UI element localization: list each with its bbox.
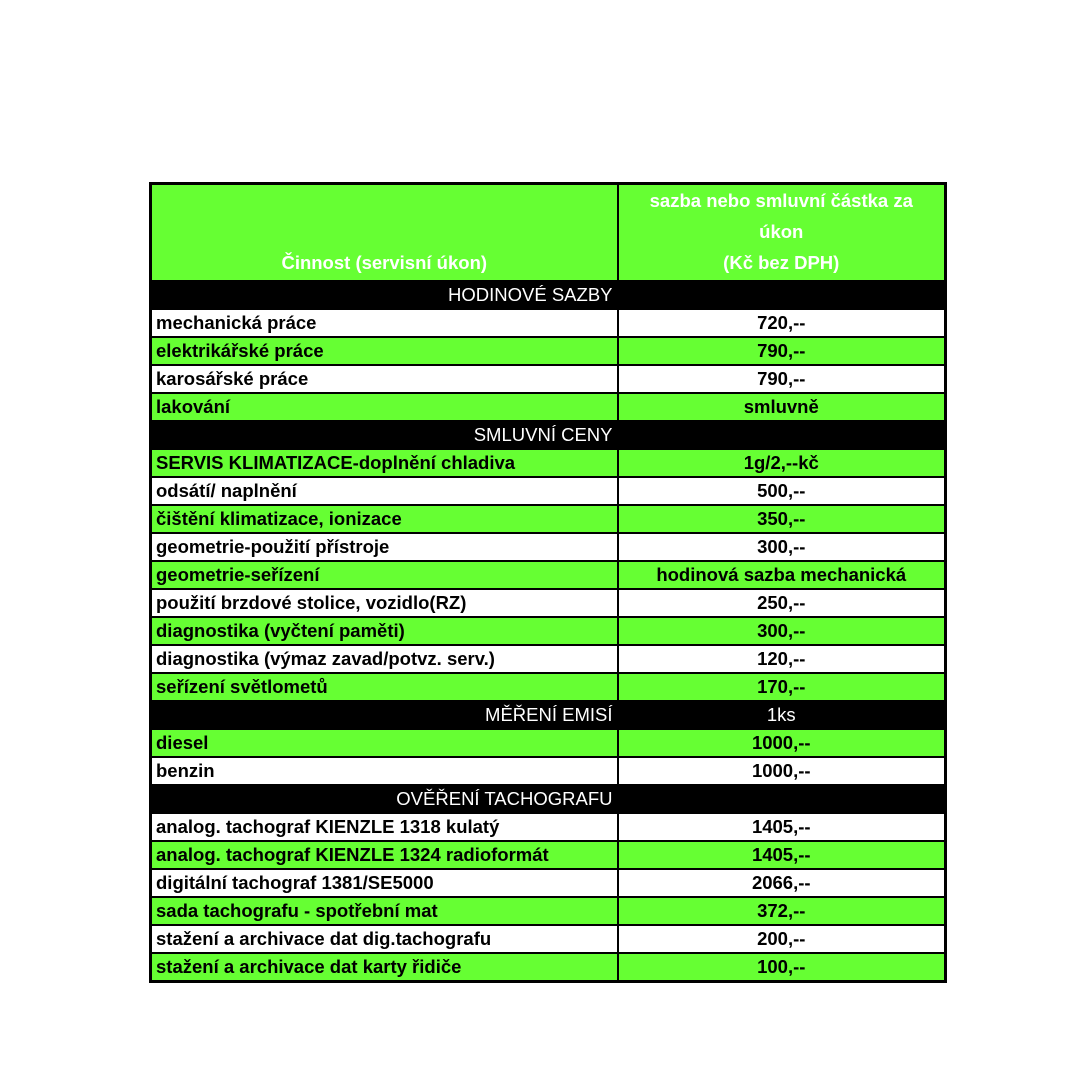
row-activity: SERVIS KLIMATIZACE-doplnění chladiva xyxy=(151,449,618,477)
row-rate: hodinová sazba mechanická xyxy=(618,561,946,589)
row-activity: analog. tachograf KIENZLE 1324 radioformát xyxy=(151,841,618,869)
table-row xyxy=(151,449,946,477)
row-activity: geometrie-seřízení xyxy=(151,561,618,589)
row-rate: 1000,-- xyxy=(618,757,946,785)
row-activity: použití brzdové stolice, vozidlo(RZ) xyxy=(151,589,618,617)
section-title: SMLUVNÍ CENY xyxy=(151,421,618,449)
table-row xyxy=(151,589,946,617)
row-rate: 300,-- xyxy=(618,533,946,561)
row-activity: stažení a archivace dat karty řidiče xyxy=(151,953,618,982)
price-table xyxy=(149,182,947,983)
row-activity: karosářské práce xyxy=(151,365,618,393)
table-row xyxy=(151,869,946,897)
table-row xyxy=(151,925,946,953)
table-header-row xyxy=(151,184,946,282)
row-activity: seřízení světlometů xyxy=(151,673,618,701)
row-activity: diagnostika (vyčtení paměti) xyxy=(151,617,618,645)
header-activity: Činnost (servisní úkon) xyxy=(151,184,618,282)
header-rate xyxy=(618,184,946,282)
section-header-row xyxy=(151,701,946,729)
section-header-row xyxy=(151,281,946,309)
table-row xyxy=(151,617,946,645)
table-row xyxy=(151,673,946,701)
table-row xyxy=(151,337,946,365)
section-value xyxy=(618,785,946,813)
table-row xyxy=(151,561,946,589)
row-rate: smluvně xyxy=(618,393,946,421)
row-activity: odsátí/ naplnění xyxy=(151,477,618,505)
table-row xyxy=(151,393,946,421)
row-activity: geometrie-použití přístroje xyxy=(151,533,618,561)
row-activity: elektrikářské práce xyxy=(151,337,618,365)
table-row xyxy=(151,953,946,982)
section-title: MĚŘENÍ EMISÍ xyxy=(151,701,618,729)
table-row xyxy=(151,309,946,337)
row-rate: 350,-- xyxy=(618,505,946,533)
row-activity: lakování xyxy=(151,393,618,421)
row-rate: 300,-- xyxy=(618,617,946,645)
row-activity: benzin xyxy=(151,757,618,785)
table-row xyxy=(151,897,946,925)
row-activity: mechanická práce xyxy=(151,309,618,337)
row-rate: 1405,-- xyxy=(618,841,946,869)
row-activity: analog. tachograf KIENZLE 1318 kulatý xyxy=(151,813,618,841)
header-rate-line2: úkon xyxy=(759,221,804,242)
row-rate: 170,-- xyxy=(618,673,946,701)
section-value: 1ks xyxy=(618,701,946,729)
section-value xyxy=(618,281,946,309)
row-rate: 720,-- xyxy=(618,309,946,337)
table-row xyxy=(151,729,946,757)
table-row xyxy=(151,757,946,785)
row-rate: 100,-- xyxy=(618,953,946,982)
row-rate: 1g/2,--kč xyxy=(618,449,946,477)
table-row xyxy=(151,365,946,393)
row-rate: 790,-- xyxy=(618,365,946,393)
row-activity: diagnostika (výmaz zavad/potvz. serv.) xyxy=(151,645,618,673)
row-activity: čištění klimatizace, ionizace xyxy=(151,505,618,533)
table-row xyxy=(151,533,946,561)
section-header-row xyxy=(151,785,946,813)
row-rate: 250,-- xyxy=(618,589,946,617)
header-rate-line3: (Kč bez DPH) xyxy=(723,252,840,273)
row-rate: 120,-- xyxy=(618,645,946,673)
row-rate: 2066,-- xyxy=(618,869,946,897)
section-header-row xyxy=(151,421,946,449)
table-row xyxy=(151,505,946,533)
row-activity: stažení a archivace dat dig.tachografu xyxy=(151,925,618,953)
row-rate: 500,-- xyxy=(618,477,946,505)
section-title: HODINOVÉ SAZBY xyxy=(151,281,618,309)
row-activity: sada tachografu - spotřební mat xyxy=(151,897,618,925)
row-rate: 372,-- xyxy=(618,897,946,925)
row-rate: 790,-- xyxy=(618,337,946,365)
section-value xyxy=(618,421,946,449)
table-row xyxy=(151,645,946,673)
table-row xyxy=(151,841,946,869)
row-rate: 1000,-- xyxy=(618,729,946,757)
row-activity: digitální tachograf 1381/SE5000 xyxy=(151,869,618,897)
price-table-body xyxy=(151,184,946,982)
header-rate-line1: sazba nebo smluvní částka za xyxy=(649,190,913,211)
row-activity: diesel xyxy=(151,729,618,757)
row-rate: 1405,-- xyxy=(618,813,946,841)
table-row xyxy=(151,813,946,841)
table-row xyxy=(151,477,946,505)
section-title: OVĚŘENÍ TACHOGRAFU xyxy=(151,785,618,813)
row-rate: 200,-- xyxy=(618,925,946,953)
